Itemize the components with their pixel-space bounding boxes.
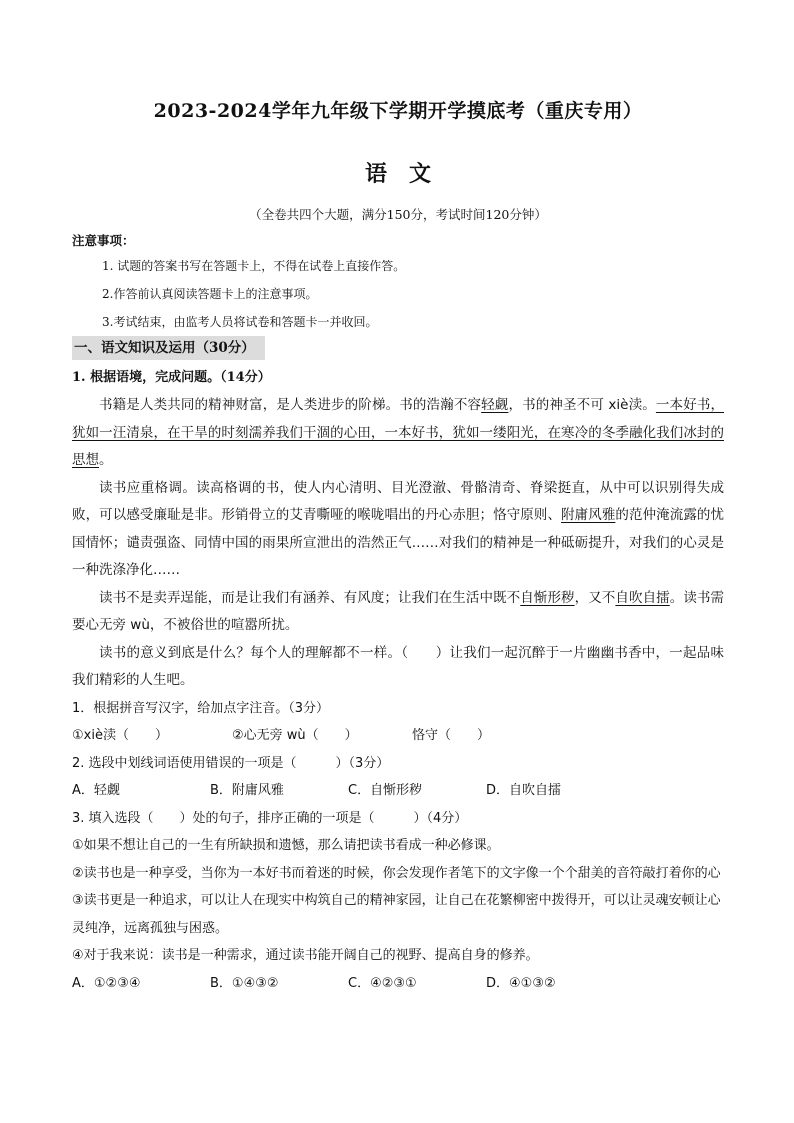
text-run: 读书应重格调。读高格调的书，使人内心清明、目光澄澈、骨骼清奇、脊梁挺直，从中可以识别得失成败，可以感受廉耻是非。形销骨立的艾青嘶哑的喉咙唱出的丹心赤胆；恪守原则、 <box>72 479 724 523</box>
notice-item-2: 2.作答前认真阅读答题卡上的注意事项。 <box>102 287 318 301</box>
passage-paragraph-2 <box>72 475 724 585</box>
underlined-word: 自吹自擂 <box>615 589 670 606</box>
exam-page <box>72 96 724 997</box>
sub-question-3-options <box>72 970 724 998</box>
option-d: D．④①③② <box>486 975 556 991</box>
sub-question-3-title: 3. 填入选段（ ）处的句子，排序正确的一项是（ ）（4分） <box>72 810 468 826</box>
text-run: 的范仲淹流露的忧国情怀；谴责强盗、同情中国的雨果所宣泄出的浩然正气……对我们的精神是一种砥砺提升，对我们的心灵是一种洗涤净化…… <box>72 507 725 578</box>
option-a: A．①②③④ <box>72 975 141 991</box>
option-c: C．④②③① <box>348 975 417 991</box>
subject-title: 语文 <box>364 161 453 187</box>
sentence-1: ①如果不想让自己的一生有所缺损和遗憾，那么请把读书看成一种必修课。 <box>72 838 500 853</box>
answer-item: 恪守（ ） <box>412 728 491 743</box>
section-header: 一、语文知识及运用（30分） <box>72 336 265 360</box>
text-run: ，书的神圣不可 xiè渎。 <box>508 397 656 413</box>
notice-title: 注意事项： <box>72 233 135 248</box>
option-a: A．轻觑 <box>72 783 120 798</box>
text-run: ，又不 <box>574 589 616 606</box>
exam-title: 2023-2024学年九年级下学期开学摸底考（重庆专用） <box>153 100 643 122</box>
text-run: 。 <box>99 452 113 468</box>
option-c: C．自惭形秽 <box>348 783 423 798</box>
question-1-title: 1. 根据语境，完成问题。（14分） <box>72 370 271 385</box>
option-d: D．自吹自擂 <box>486 783 562 798</box>
sentence-3: ③读书更是一种追求，可以让人在现实中构筑自己的精神家园，让自己在花繁柳密中拨得开，可以让灵魂安顿让心灵纯净，远离孤独与困惑。 <box>72 893 721 936</box>
option-b: B．①④③② <box>210 975 279 991</box>
underlined-word: 轻觑 <box>481 397 509 413</box>
sub-question-1-title: 1．根据拼音写汉字，给加点字注音。（3分） <box>72 700 330 716</box>
notice-item-1: 1. 试题的答案书写在答题卡上，不得在试卷上直接作答。 <box>102 259 406 273</box>
text-run: 。读书需要心无旁 wù，不被俗世的喧嚣所扰。 <box>72 589 725 633</box>
text-run: 读书不是卖弄逞能，而是让我们有涵养、有风度；让我们在生活中既不 <box>99 589 521 606</box>
underlined-sentence: 一本好书，犹如一汪清泉，在干旱的时刻濡养我们干涸的心田，一本好书，犹如一缕阳光，在寒冷的冬季融化我们冰封的思想 <box>72 397 724 468</box>
sub-question-2-options <box>72 777 724 805</box>
sub-question-1-items <box>72 722 724 750</box>
passage-paragraph-1 <box>72 392 724 475</box>
sentence-4: ④对于我来说：读书是一种需求，通过读书能开阔自己的视野、提高自身的修养。 <box>72 948 539 963</box>
sentence-2: ②读书也是一种享受，当你为一本好书而着迷的时候，你会发现作者笔下的文字像一个个甜美的音符敲打着你的心 <box>72 865 721 881</box>
exam-info: （全卷共四个大题，满分150分，考试时间120分钟） <box>249 207 547 222</box>
underlined-word: 自惭形秽 <box>520 589 575 606</box>
passage-paragraph-3 <box>72 585 724 640</box>
text-run: 书籍是人类共同的精神财富，是人类进步的阶梯。书的浩瀚不容 <box>99 397 482 413</box>
underlined-word: 附庸风雅 <box>561 507 616 523</box>
sub-question-2-title: 2. 选段中划线词语使用错误的一项是（ ）（3分） <box>72 755 390 771</box>
notice-item-3: 3.考试结束，由监考人员将试卷和答题卡一并收回。 <box>102 315 378 329</box>
answer-item: ②心无旁 wù（ ） <box>232 728 358 743</box>
option-b: B．附庸风雅 <box>210 783 284 798</box>
passage-paragraph-4: 读书的意义到底是什么？每个人的理解都不一样。（ ）让我们一起沉醉于一片幽幽书香中，一起品味我们精彩的人生吧。 <box>72 644 724 688</box>
answer-item: ①xiè渎（ ） <box>72 728 168 743</box>
